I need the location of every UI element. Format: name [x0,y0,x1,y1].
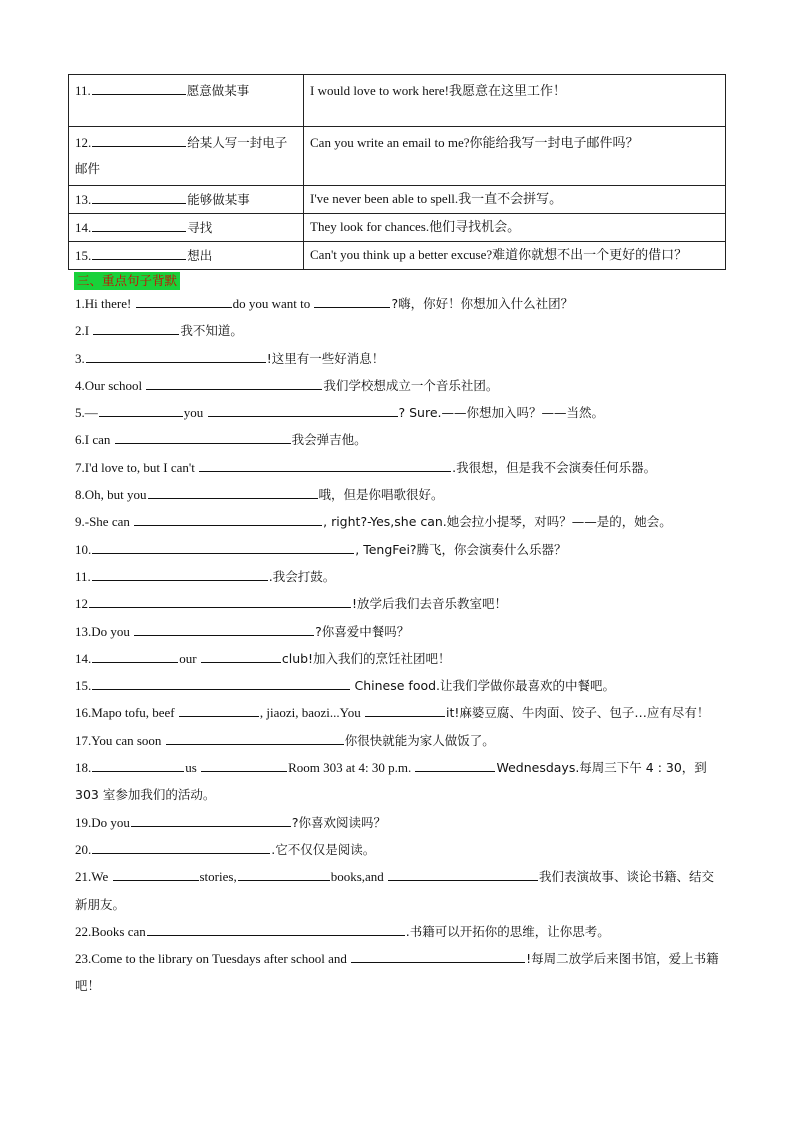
answer-blank[interactable] [92,132,186,147]
answer-blank[interactable] [148,484,318,499]
table-row [69,127,726,186]
phrase-cell: 15. 想出 [69,242,304,270]
sentence-line: 6.I can 我会弹吉他。 [75,426,726,453]
sentence-line: 1.Hi there! do you want to ?嗨，你好！你想加入什么社团？ [75,290,726,317]
sentence-list [68,290,726,1000]
answer-blank[interactable] [146,375,322,390]
sentence-line: 5.— you ? Sure.——你想加入吗？——当然。 [75,399,726,426]
phrase-cell: 14. 寻找 [69,214,304,242]
answer-blank[interactable] [179,702,259,717]
answer-blank[interactable] [238,866,330,881]
answer-blank[interactable] [92,566,268,581]
answer-blank[interactable] [134,621,314,636]
phrase-cell: 12. 给某人写一封电子邮件 [69,127,304,186]
example-cell: I would love to work here!我愿意在这里工作！ [304,75,726,127]
phrase-cell: 13. 能够做某事 [69,186,304,214]
sentence-line: 2.I 我不知道。 [75,317,726,344]
answer-blank[interactable] [92,648,178,663]
sentence-line: 21.We stories, books,and 我们表演故事、谈论书籍、结交新朋友。 [75,863,726,918]
sentence-line: 14. our club!加入我们的烹饪社团吧！ [75,645,726,672]
table-row [69,75,726,127]
answer-blank[interactable] [199,457,451,472]
answer-blank[interactable] [86,348,266,363]
answer-blank[interactable] [208,402,398,417]
answer-blank[interactable] [92,245,186,260]
worksheet-page [68,74,726,1000]
answer-blank[interactable] [92,80,186,95]
answer-blank[interactable] [131,812,291,827]
answer-blank[interactable] [115,429,291,444]
answer-blank[interactable] [388,866,538,881]
answer-blank[interactable] [134,511,322,526]
sentence-line: 8.Oh, but you 哦，但是你唱歌很好。 [75,481,726,508]
answer-blank[interactable] [92,217,186,232]
section-heading: 三、重点句子背默 [74,272,180,290]
example-cell: Can you write an email to me?你能给我写一封电子邮件吗？ [304,127,726,186]
sentence-line: 20. .它不仅仅是阅读。 [75,836,726,863]
sentence-line: 17.You can soon 你很快就能为家人做饭了。 [75,727,726,754]
example-cell: I've never been able to spell.我一直不会拼写。 [304,186,726,214]
sentence-line: 7.I'd love to, but I can't .我很想，但是我不会演奏任何乐器。 [75,454,726,481]
answer-blank[interactable] [89,593,351,608]
answer-blank[interactable] [113,866,199,881]
answer-blank[interactable] [314,293,390,308]
answer-blank[interactable] [136,293,232,308]
answer-blank[interactable] [99,402,183,417]
sentence-line: 19.Do you ?你喜欢阅读吗？ [75,809,726,836]
sentence-line: 12 !放学后我们去音乐教室吧！ [75,590,726,617]
sentence-line: 13.Do you ?你喜爱中餐吗？ [75,618,726,645]
answer-blank[interactable] [351,948,525,963]
sentence-line: 22.Books can .书籍可以开拓你的思维，让你思考。 [75,918,726,945]
sentence-line: 15. Chinese food.让我们学做你最喜欢的中餐吧。 [75,672,726,699]
sentence-line: 9.-She can , right?-Yes,she can.她会拉小提琴，对吗？——是的，她会。 [75,508,726,535]
table-row [69,214,726,242]
answer-blank[interactable] [415,757,495,772]
answer-blank[interactable] [201,648,281,663]
sentence-line: 16.Mapo tofu, beef , jiaozi, baozi...You it!麻婆豆腐、牛肉面、饺子、包子…应有尽有！ [75,699,726,726]
table-row [69,186,726,214]
phrase-cell: 11. 愿意做某事 [69,75,304,127]
sentence-line: 3. !这里有一些好消息！ [75,345,726,372]
answer-blank[interactable] [365,702,445,717]
answer-blank[interactable] [92,839,270,854]
answer-blank[interactable] [93,320,179,335]
table-row [69,242,726,270]
sentence-line: 10. , TengFei?腾飞，你会演奏什么乐器？ [75,536,726,563]
sentence-line: 23.Come to the library on Tuesdays after school and !每周二放学后来图书馆，爱上书籍吧！ [75,945,726,1000]
phrase-table [68,74,726,270]
answer-blank[interactable] [92,757,184,772]
answer-blank[interactable] [147,921,405,936]
answer-blank[interactable] [92,189,186,204]
sentence-line: 4.Our school 我们学校想成立一个音乐社团。 [75,372,726,399]
example-cell: Can't you think up a better excuse?难道你就想不出一个更好的借口？ [304,242,726,270]
sentence-line: 11. .我会打鼓。 [75,563,726,590]
answer-blank[interactable] [92,539,354,554]
sentence-line: 18. us Room 303 at 4: 30 p.m. Wednesdays.每周三下午 4 : 30，到 303 室参加我们的活动。 [75,754,726,809]
example-cell: They look for chances.他们寻找机会。 [304,214,726,242]
answer-blank[interactable] [92,675,350,690]
answer-blank[interactable] [201,757,287,772]
answer-blank[interactable] [166,730,344,745]
